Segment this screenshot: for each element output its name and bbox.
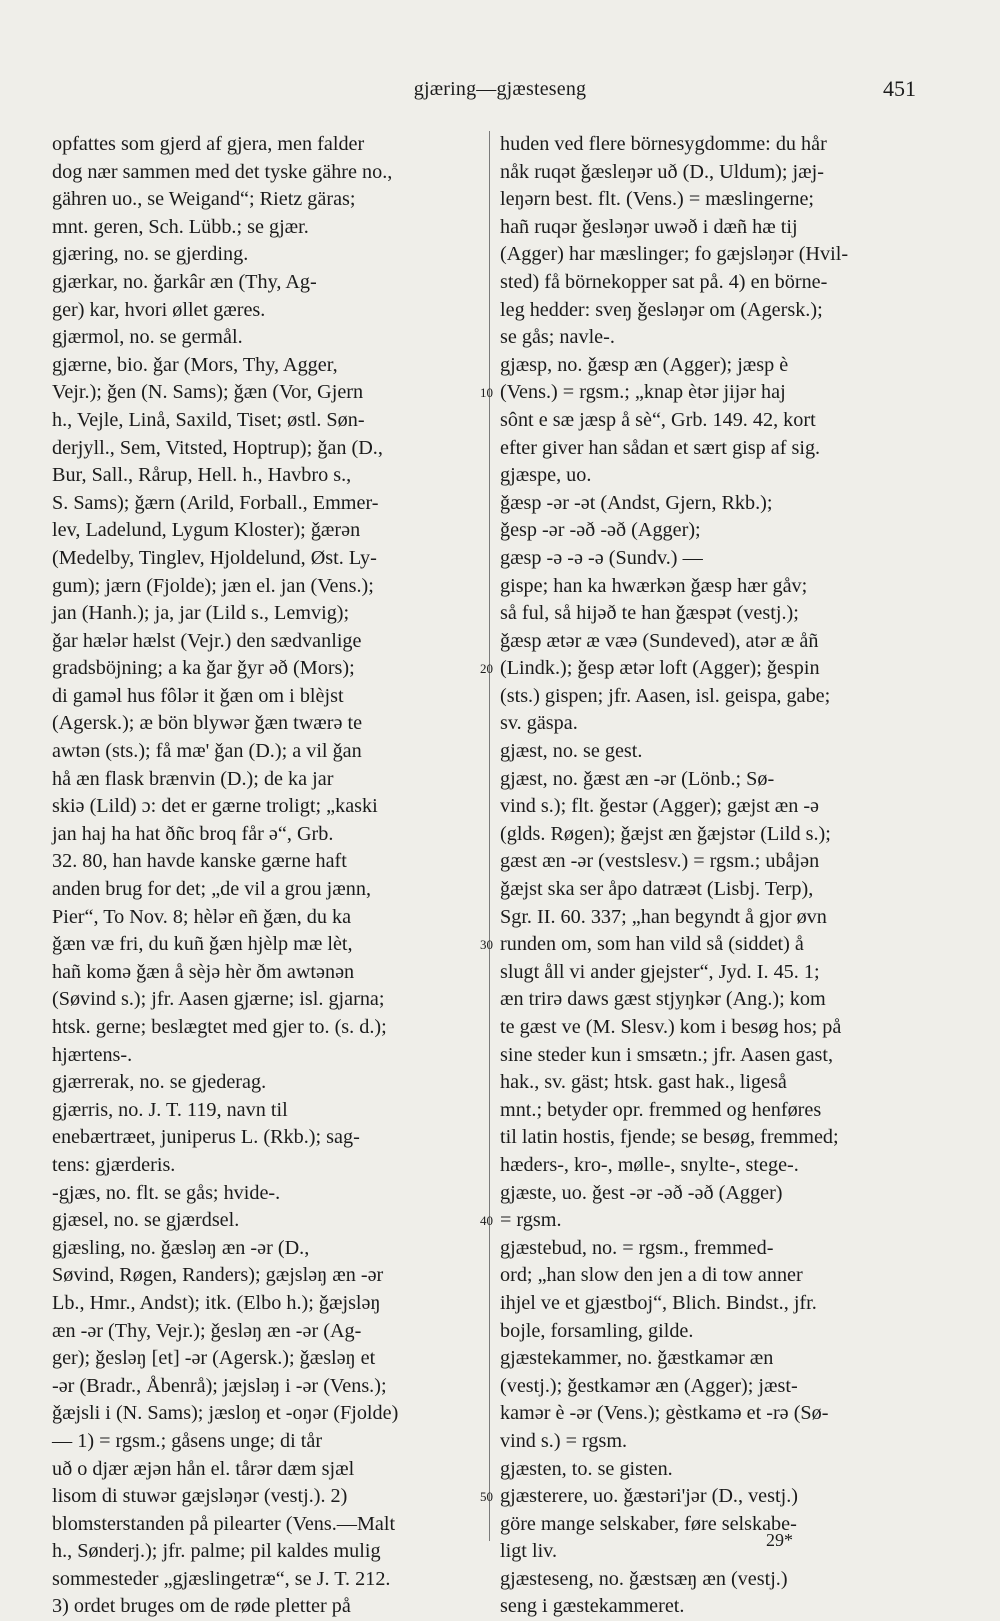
line-number: 50: [480, 1489, 493, 1505]
text-line: hjærtens-.: [52, 1043, 133, 1066]
text-line: — 1) = rgsm.; gåsens unge; di tår: [52, 1429, 323, 1452]
text-line: jan (Hanh.); ja, jar (Lild s., Lemvig);: [52, 602, 350, 625]
text-line: Vejr.); ǧen (N. Sams); ǧæn (Vor, Gjern: [52, 381, 364, 404]
text-line: gjæste, uo. ǧest -ər -əð -əð (Agger): [500, 1181, 783, 1204]
text-line: seng i gæstekammeret.: [500, 1595, 685, 1618]
text-line: slugt åll vi ander gjejster“, Jyd. I. 45. 1;: [500, 960, 820, 983]
text-line: gähren uo., se Weigand“; Rietz gäras;: [52, 188, 356, 211]
text-line: gjæst, no. ǧæst æn -ər (Lönb.; Sø-: [500, 767, 775, 790]
text-line: ǧæjst ska ser åpo datræət (Lisbj. Terp),: [500, 878, 814, 901]
text-line: Bur, Sall., Rårup, Hell. h., Havbro s.,: [52, 464, 352, 487]
text-line: enebærtræet, juniperus L. (Rkb.); sag-: [52, 1126, 360, 1149]
text-line: lisom di stuwər gæjsləŋər (vestj.). 2): [52, 1485, 348, 1508]
text-line: ǧæn væ fri, du kuñ ǧæn hjèlp mæ lèt,: [52, 933, 353, 956]
text-line: hak., sv. gäst; htsk. gast hak., ligeså: [500, 1071, 787, 1094]
line-number: 40: [480, 1213, 493, 1229]
right-column: [500, 131, 928, 1621]
text-line: di gaməl hus fôlər it ǧæn om i blèjst: [52, 684, 344, 707]
text-line: sônt e sæ jæsp å sè“, Grb. 149. 42, kort: [500, 408, 816, 431]
text-line: gum); jærn (Fjolde); jæn el. jan (Vens.);: [52, 574, 374, 597]
text-line: gjæsling, no. ǧæsləŋ æn -ər (D.,: [52, 1236, 310, 1259]
text-line: ger) kar, hvori øllet gæres.: [52, 298, 266, 321]
text-line: (Lindk.); ǧesp ætər loft (Agger); ǧespin: [500, 657, 820, 680]
text-line: lev, Ladelund, Lygum Kloster); ǧærən: [52, 519, 361, 542]
text-line: gjæsterere, uo. ǧæstəri'jər (D., vestj.): [500, 1485, 798, 1508]
text-line: sommesteder „gjæslingetræ“, se J. T. 212.: [52, 1567, 391, 1590]
text-line: vind s.); flt. ǧestər (Agger); gæjst æn -ə: [500, 795, 820, 818]
text-line: = rgsm.: [500, 1209, 562, 1232]
text-line: h., Sønderj.); jfr. palme; pil kaldes mulig: [52, 1540, 381, 1563]
sheet-signature: 29*: [766, 1530, 793, 1550]
text-line: uð o djær æjən hån el. tårər dæm sjæl: [52, 1457, 355, 1480]
text-line: til latin hostis, fjende; se besøg, fremmed;: [500, 1126, 839, 1149]
text-line: sv. gäspa.: [500, 712, 578, 735]
text-line: gjærkar, no. ǧarkâr æn (Thy, Ag-: [52, 270, 317, 293]
text-line: se gås; navle-.: [500, 326, 615, 349]
running-head: gjæring—gjæsteseng: [413, 78, 587, 100]
text-line: gjæspe, uo.: [500, 464, 592, 487]
text-line: leŋərn best. flt. (Vens.) = mæslingerne;: [500, 188, 815, 211]
text-line: ǧæsp ætər æ væə (Sundeved), atər æ åñ: [500, 629, 819, 652]
text-line: ger); ǧesləŋ [et] -ər (Agersk.); ǧæsləŋ et: [52, 1347, 376, 1370]
page-header: [0, 76, 1000, 106]
text-line: (sts.) gispen; jfr. Aasen, isl. geispa, gabe;: [500, 684, 831, 707]
text-line: 32. 80, han havde kanske gærne haft: [52, 850, 347, 873]
text-line: -ər (Bradr., Åbenrå); jæjsləŋ i -ər (Vens.);: [52, 1374, 387, 1397]
text-line: dog nær sammen med det tyske gähre no.,: [52, 160, 393, 183]
text-line: gjæstebud, no. = rgsm., fremmed-: [500, 1236, 774, 1259]
text-line: så ful, så hijəð te han ǧæspət (vestj.);: [500, 602, 799, 625]
text-line: ihjel ve et gjæstboj“, Blich. Bindst., jfr.: [500, 1291, 817, 1314]
page-number: 451: [883, 76, 916, 101]
text-line: göre mange selskaber, føre selskabe-: [500, 1512, 797, 1535]
text-line: sine steder kun i smsætn.; jfr. Aasen gast,: [500, 1043, 834, 1066]
text-line: anden brug for det; „de vil a grou jænn,: [52, 878, 371, 901]
text-line: gjæsteseng, no. ǧæstsæŋ æn (vestj.): [500, 1567, 788, 1590]
text-line: gjæsten, to. se gisten.: [500, 1457, 673, 1480]
text-line: gæst æn -ər (vestslesv.) = rgsm.; ubåjən: [500, 850, 820, 873]
text-line: æn -ər (Thy, Vejr.); ǧesləŋ æn -ər (Ag-: [52, 1319, 362, 1342]
text-line: vind s.) = rgsm.: [500, 1429, 628, 1452]
text-line: gjærmol, no. se germål.: [52, 326, 243, 349]
text-line: gjærne, bio. ǧar (Mors, Thy, Agger,: [52, 353, 338, 376]
text-line: skiə (Lild) ɔ: det er gærne troligt; „kaski: [52, 795, 378, 818]
text-line: 3) ordet bruges om de røde pletter på: [52, 1595, 351, 1618]
text-line: ligt liv.: [500, 1540, 558, 1563]
text-line: runden om, som han vild så (siddet) å: [500, 933, 804, 956]
text-line: gjæstekammer, no. ǧæstkamər æn: [500, 1347, 774, 1370]
text-line: (Agger) har mæslinger; fo gæjsləŋər (Hvil-: [500, 243, 849, 266]
text-line: awtən (sts.); få mæ' ǧan (D.); a vil ǧan: [52, 740, 362, 763]
text-line: huden ved flere börnesygdomme: du hår: [500, 133, 827, 155]
text-line: Søvind, Røgen, Randers); gæjsləŋ æn -ər: [52, 1264, 384, 1287]
text-line: (Agersk.); æ bön blywər ǧæn twærə te: [52, 712, 363, 735]
text-line: gjærrerak, no. se gjederag.: [52, 1071, 267, 1094]
text-line: (glds. Røgen); ǧæjst æn ǧæjstər (Lild s.);: [500, 822, 831, 845]
text-line: (Vens.) = rgsm.; „knap ètər jijər haj: [500, 381, 786, 404]
text-line: tens: gjærderis.: [52, 1153, 176, 1176]
text-line: gjæsel, no. se gjærdsel.: [52, 1209, 240, 1232]
text-line: mnt.; betyder opr. fremmed og henføres: [500, 1098, 822, 1121]
text-line: leg hedder: sveŋ ǧesləŋər om (Agersk.);: [500, 298, 823, 321]
text-line: gradsböjning; a ka ǧar ǧyr əð (Mors);: [52, 657, 355, 680]
text-line: (vestj.); ǧestkamər æn (Agger); jæst-: [500, 1374, 798, 1397]
text-line: ǧesp -ər -əð -əð (Agger);: [500, 519, 701, 542]
text-line: æn trirə daws gæst stjyŋkər (Ang.); kom: [500, 988, 826, 1011]
text-line: S. Sams); ǧærn (Arild, Forball., Emmer-: [52, 491, 379, 514]
text-line: (Medelby, Tinglev, Hjoldelund, Øst. Ly-: [52, 546, 377, 569]
column-divider: [489, 131, 490, 1541]
text-line: hañ komə ǧæn å sèjə hèr ðm awtənən: [52, 960, 355, 983]
text-line: Pier“, To Nov. 8; hèlər eñ ǧæn, du ka: [52, 905, 352, 928]
text-line: kamər è -ər (Vens.); gèstkamə et -rə (Sø-: [500, 1402, 829, 1425]
text-line: efter giver han sådan et sært gisp af sig.: [500, 436, 821, 459]
text-line: Sgr. II. 60. 337; „han begyndt å gjor øvn: [500, 905, 827, 928]
text-line: hå æn flask brænvin (D.); de ka jar: [52, 767, 334, 790]
text-line: mnt. geren, Sch. Lübb.; se gjær.: [52, 215, 309, 238]
line-number: 20: [480, 661, 493, 677]
text-line: derjyll., Sem, Vitsted, Hoptrup); ǧan (D.,: [52, 436, 383, 459]
text-line: sted) få börnekopper sat på. 4) en börne-: [500, 270, 828, 293]
text-line: hæders-, kro-, mølle-, snylte-, stege-.: [500, 1153, 799, 1176]
text-line: (Søvind s.); jfr. Aasen gjærne; isl. gjarna;: [52, 988, 385, 1011]
text-line: opfattes som gjerd af gjera, men falder: [52, 133, 365, 155]
text-line: gjæsp, no. ǧæsp æn (Agger); jæsp è: [500, 353, 789, 376]
line-number: 30: [480, 937, 493, 953]
text-line: blomsterstanden på pilearter (Vens.—Malt: [52, 1512, 396, 1535]
text-line: gjæst, no. se gest.: [500, 740, 643, 763]
text-line: ǧæsp -ər -ət (Andst, Gjern, Rkb.);: [500, 491, 773, 514]
text-line: ǧæjsli i (N. Sams); jæsloŋ et -oŋər (Fjolde): [52, 1402, 399, 1425]
text-line: gjæring, no. se gjerding.: [52, 243, 249, 266]
text-line: Lb., Hmr., Andst); itk. (Elbo h.); ǧæjsləŋ: [52, 1291, 381, 1314]
text-line: hañ ruqər ǧesləŋər uwəð i dæñ hæ tij: [500, 215, 798, 238]
text-line: gjærris, no. J. T. 119, navn til: [52, 1098, 288, 1121]
text-line: ord; „han slow den jen a di tow anner: [500, 1264, 803, 1287]
text-line: gæsp -ə -ə -ə (Sundv.) —: [500, 546, 703, 569]
text-line: -gjæs, no. flt. se gås; hvide-.: [52, 1181, 281, 1204]
text-line: jan haj ha hat ðñc broq får ə“, Grb.: [52, 822, 334, 845]
text-line: ǧar hælər hælst (Vejr.) den sædvanlige: [52, 629, 362, 652]
text-line: gispe; han ka hwærkən ǧæsp hær gåv;: [500, 574, 808, 597]
line-number: 10: [480, 385, 493, 401]
text-line: h., Vejle, Linå, Saxild, Tiset; østl. Søn-: [52, 408, 365, 431]
text-line: htsk. gerne; beslægtet med gjer to. (s. d.);: [52, 1016, 387, 1038]
text-line: te gæst ve (M. Slesv.) kom i besøg hos; på: [500, 1016, 842, 1038]
left-column: [52, 131, 476, 1621]
text-line: nåk ruqət ǧæsleŋər uð (D., Uldum); jæj-: [500, 160, 824, 183]
text-line: bojle, forsamling, gilde.: [500, 1319, 694, 1342]
